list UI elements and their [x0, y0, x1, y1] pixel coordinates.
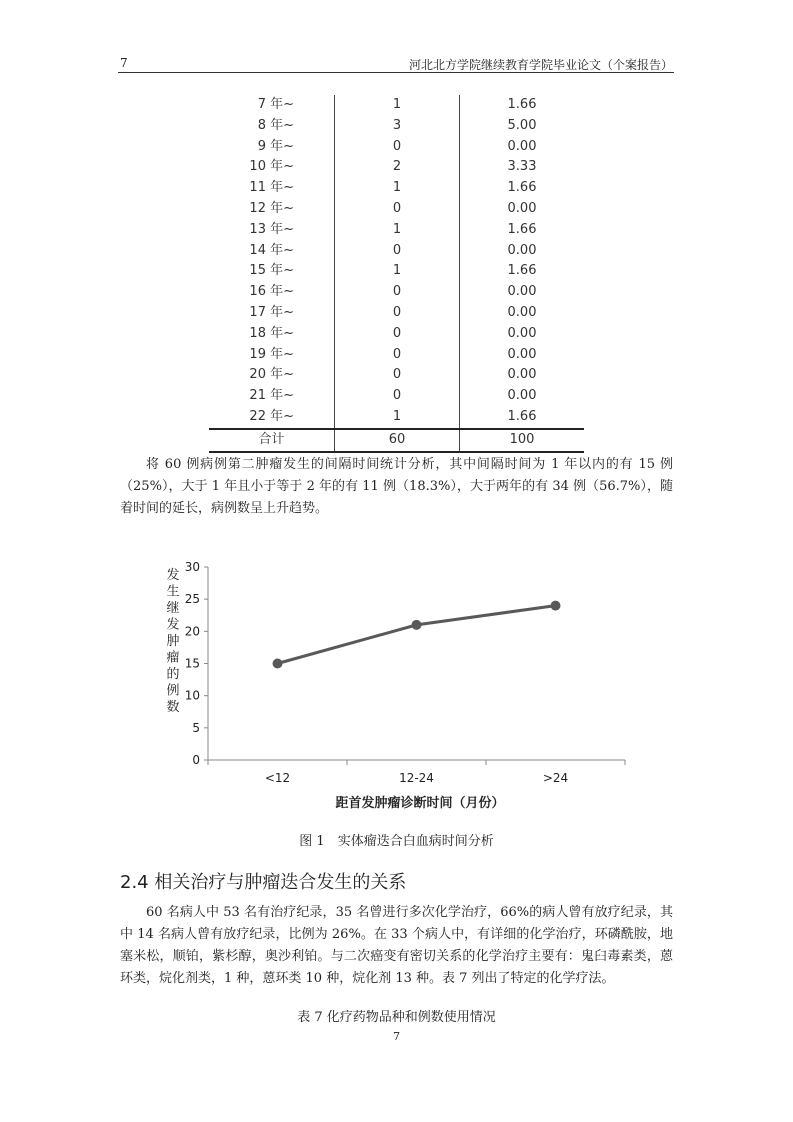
y-tick-label: 30 [184, 560, 200, 574]
percent-cell: 0.00 [460, 365, 585, 386]
section-title: 2.4 相关治疗与肿瘤迭合发生的关系 [120, 872, 407, 893]
table7-caption: 表 7 化疗药物品种和例数使用情况 [297, 1010, 496, 1025]
y-tick-label: 10 [184, 688, 200, 703]
header-divider [118, 72, 674, 73]
count-cell: 0 [335, 241, 460, 262]
interval-cell: 14 年~ [249, 242, 294, 258]
footer-page-number: 7 [393, 1030, 400, 1043]
table-total-row [209, 429, 584, 452]
interval-cell: 12 年~ [249, 200, 294, 216]
table-row [209, 407, 584, 429]
count-cell: 0 [335, 303, 460, 324]
count-cell: 0 [335, 199, 460, 220]
table-row [209, 261, 584, 282]
count-cell: 2 [335, 157, 460, 178]
table-row [209, 345, 584, 366]
series-line [273, 601, 561, 669]
count-cell: 0 [335, 282, 460, 303]
y-axis-label [166, 568, 179, 715]
data-point [551, 601, 561, 611]
interval-cell: 15 年~ [249, 263, 294, 279]
count-cell: 1 [335, 220, 460, 241]
y-tick-label: 5 [192, 720, 200, 735]
table-row [209, 365, 584, 386]
x-tick-label: >24 [542, 771, 569, 785]
count-cell: 0 [335, 365, 460, 386]
count-cell: 1 [335, 178, 460, 199]
figure-caption: 图 1 实体瘤迭合白血病时间分析 [299, 834, 494, 849]
table-row [209, 95, 584, 116]
total-label: 合计 [209, 429, 335, 452]
y-axis-label-text: 发生继发肿瘤的例数 [166, 568, 180, 715]
y-tick-label: 25 [184, 592, 200, 607]
table-row [209, 199, 584, 220]
paragraph-treatment: 60 名病人中 53 名有治疗纪录，35 名曾进行多次化学治疗，66%的病人曾有放疗纪录，其中 14 名病人曾有放疗纪录，比例为 26%。在 33 个病人中，有详细的化学治疗，环磷酰胺，地塞米松，顺铂，紫杉醇，奥沙利铂。与二次癌变有密切关系的化学治疗主要有：鬼臼毒素类，蒽环类，烷化剂类，1 种，蒽环类 10 种，烷化剂 13 种。表 7 列出了特定的化学疗法。 [120, 905, 673, 986]
interval-cell: 8 年~ [257, 117, 294, 133]
count-cell: 0 [335, 324, 460, 345]
count-cell: 0 [335, 386, 460, 407]
x-tick-label: 12-24 [399, 771, 434, 785]
table-row [209, 137, 584, 158]
percent-cell: 1.66 [460, 407, 585, 429]
interval-cell: 21 年~ [249, 388, 294, 404]
count-cell: 1 [335, 407, 460, 429]
y-tick-label: 20 [184, 624, 200, 639]
interval-cell: 9 年~ [257, 138, 294, 154]
data-point [273, 659, 283, 669]
percent-cell: 5.00 [460, 116, 585, 137]
count-cell: 3 [335, 116, 460, 137]
percent-cell: 1.66 [460, 220, 585, 241]
interval-cell: 11 年~ [249, 180, 294, 196]
interval-cell: 19 年~ [249, 346, 294, 362]
series-polyline [278, 606, 556, 664]
interval-cell: 18 年~ [249, 325, 294, 341]
interval-line-chart [120, 555, 640, 820]
percent-cell: 3.33 [460, 157, 585, 178]
percent-cell: 1.66 [460, 261, 585, 282]
percent-cell: 0.00 [460, 386, 585, 407]
interval-cell: 17 年~ [249, 304, 294, 320]
percent-cell: 0.00 [460, 137, 585, 158]
table-row [209, 324, 584, 345]
percent-cell: 0.00 [460, 241, 585, 262]
paragraph-interval-analysis: 将 60 例病例第二肿瘤发生的间隔时间统计分析，其中间隔时间为 1 年以内的有 15 例（25%），大于 1 年且小于等于 2 年的有 11 例（18.3%），大于两年的有 34 例（56.7%），随着时间的延长，病例数呈上升趋势。 [120, 457, 673, 516]
header-title: 河北北方学院继续教育学院毕业论文（个案报告） [408, 58, 673, 72]
count-cell: 1 [335, 261, 460, 282]
table-row [209, 282, 584, 303]
table-row [209, 157, 584, 178]
percent-cell: 0.00 [460, 303, 585, 324]
table-row [209, 303, 584, 324]
percent-cell: 1.66 [460, 95, 585, 116]
y-axis [185, 560, 208, 767]
x-axis [208, 760, 625, 785]
x-axis-label: 距首发肿瘤诊断时间（月份） [335, 796, 505, 811]
percent-cell: 0.00 [460, 199, 585, 220]
percent-cell: 0.00 [460, 324, 585, 345]
percent-cell: 0.00 [460, 282, 585, 303]
table-row [209, 386, 584, 407]
table-row [209, 116, 584, 137]
count-cell: 0 [335, 345, 460, 366]
y-tick-label: 15 [184, 656, 200, 671]
interval-cell: 20 年~ [249, 367, 294, 383]
interval-table [209, 95, 584, 453]
interval-cell: 16 年~ [249, 284, 294, 300]
table-row [209, 178, 584, 199]
header-page-number: 7 [120, 56, 128, 70]
y-tick-label: 0 [192, 753, 200, 767]
total-percent: 100 [460, 429, 585, 452]
data-point [412, 620, 422, 630]
count-cell: 1 [335, 95, 460, 116]
table-row [209, 241, 584, 262]
interval-cell: 22 年~ [249, 408, 294, 424]
percent-cell: 1.66 [460, 178, 585, 199]
x-tick-label: <12 [264, 771, 291, 785]
interval-cell: 10 年~ [249, 159, 294, 175]
interval-cell: 7 年~ [257, 97, 294, 112]
count-cell: 0 [335, 137, 460, 158]
percent-cell: 0.00 [460, 345, 585, 366]
total-count: 60 [335, 429, 460, 452]
table-row [209, 220, 584, 241]
interval-cell: 13 年~ [249, 221, 294, 237]
